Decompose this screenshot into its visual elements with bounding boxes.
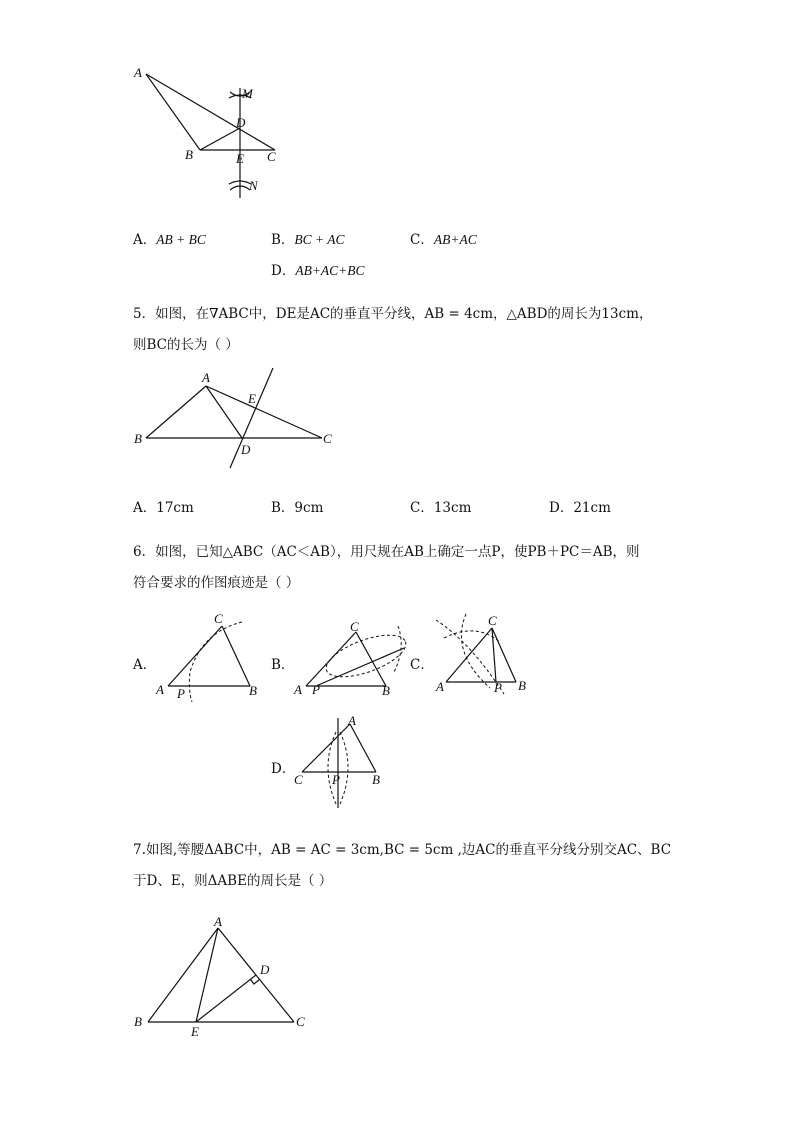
q4-option-d[interactable]	[271, 259, 365, 279]
q6a-arc	[189, 622, 242, 702]
q6b-label-p: P	[312, 682, 320, 697]
q5-option-a[interactable]	[133, 496, 194, 516]
q5-label-b: B	[134, 431, 142, 446]
q6-figure-a[interactable]	[152, 612, 262, 702]
q6b-seg-bc	[356, 632, 386, 686]
q7-label-b: B	[134, 1014, 142, 1029]
q5-option-d[interactable]	[549, 496, 611, 516]
q6-option-d-letter[interactable]: D．	[271, 761, 296, 777]
q5-seg-ab	[146, 386, 206, 438]
q5-option-b-text: 9cm	[294, 500, 324, 516]
q4-option-c-letter: C．	[410, 232, 434, 248]
q7-label-e: E	[191, 1024, 199, 1039]
q6d-seg-ab	[350, 724, 376, 772]
q6c-label-b: B	[518, 678, 526, 693]
q6a-seg-ac	[168, 626, 222, 686]
q7-label-c: C	[296, 1014, 305, 1029]
q7-right-angle-mark	[250, 979, 260, 984]
q6c-label-p: P	[494, 680, 502, 695]
q4-figure	[130, 62, 290, 202]
q6c-seg-ac	[446, 628, 492, 682]
q6d-label-p: P	[332, 772, 340, 787]
q6b-label-b: B	[382, 683, 390, 698]
q6a-label-b: B	[249, 683, 257, 698]
q4-option-b-letter: B．	[271, 232, 295, 248]
q7-stem-line1: 7.如图,等腰ΔABC中，AB = AC = 3cm,BC = 5cm ,边AC的垂直平分线分别交AC、BC	[133, 842, 672, 858]
q5-label-d: D	[241, 442, 251, 457]
q6-stem-line1: 6．如图，已知△ABC（AC＜AB），用尺规在AB上确定一点P，使PB＋PC＝AB，则	[133, 544, 640, 560]
q6-figure-c[interactable]	[430, 612, 540, 702]
q7-stem-line2: 于D、E，则ΔABE的周长是（ ）	[133, 873, 333, 889]
q5-option-b[interactable]	[271, 496, 323, 516]
q6d-label-a: A	[348, 713, 356, 728]
q5-stem-line1: 5．如图，在∇ABC中，DE是AC的垂直平分线，AB = 4cm，△ABD的周长为13cm，	[133, 306, 653, 322]
q4-label-n: N	[249, 178, 258, 193]
q5-perp-line	[230, 368, 273, 468]
q6-option-b-letter[interactable]: B．	[271, 657, 295, 673]
q5-option-c-text: 13cm	[433, 500, 472, 516]
q6b-label-a: A	[294, 682, 302, 697]
q6a-label-c: C	[214, 611, 223, 626]
q6b-arc-side	[394, 626, 401, 672]
q6d-label-b: B	[372, 772, 380, 787]
q6a-label-a: A	[156, 682, 164, 697]
q4-label-d: D	[236, 115, 246, 130]
q4-seg-bd	[200, 128, 240, 150]
q5-label-e: E	[248, 391, 256, 406]
q7-label-d: D	[260, 962, 270, 977]
q5-label-c: C	[323, 431, 332, 446]
q4-option-a-text: AB + BC	[156, 232, 206, 247]
q6b-label-c: C	[350, 619, 359, 634]
q6-option-a-letter[interactable]: A．	[133, 657, 157, 673]
q6d-arc-right	[340, 732, 348, 804]
q4-label-c: C	[267, 149, 276, 164]
q5-option-a-text: 17cm	[156, 500, 194, 516]
q6c-label-a: A	[436, 679, 444, 694]
q4-seg-ac	[146, 74, 275, 150]
q5-option-d-text: 21cm	[573, 500, 611, 516]
q6a-label-p: P	[177, 686, 185, 701]
q4-option-c-text: AB+AC	[433, 232, 477, 247]
q4-option-b-text: BC + AC	[294, 232, 345, 247]
q6b-seg-ac	[306, 632, 356, 686]
q7-figure	[130, 912, 330, 1042]
q4-option-c[interactable]	[410, 228, 477, 248]
q5-option-a-letter: A．	[133, 500, 157, 516]
q5-option-d-letter: D．	[549, 500, 574, 516]
q4-label-e: E	[236, 151, 244, 166]
q5-option-b-letter: B．	[271, 500, 295, 516]
q4-option-a[interactable]	[133, 228, 206, 248]
q4-option-d-letter: D．	[271, 263, 296, 279]
q5-option-c[interactable]	[410, 496, 471, 516]
q4-option-a-letter: A．	[133, 232, 157, 248]
q4-seg-ab	[146, 74, 200, 150]
q4-label-a: A	[134, 65, 142, 80]
q6-option-c-letter[interactable]: C．	[410, 657, 434, 673]
q6-figure-d[interactable]	[290, 712, 390, 812]
q6-stem-line2: 符合要求的作图痕迹是（ ）	[133, 575, 300, 591]
q6d-seg-ca	[302, 724, 350, 772]
q5-option-c-letter: C．	[410, 500, 434, 516]
q4-label-b: B	[185, 147, 193, 162]
q6c-label-c: C	[488, 613, 497, 628]
q6a-seg-bc	[222, 626, 250, 686]
q4-label-m: M	[242, 86, 253, 101]
q7-label-a: A	[214, 914, 222, 929]
q6c-arc-3	[444, 631, 500, 642]
q4-option-b[interactable]	[271, 228, 345, 248]
q4-option-d-text: AB+AC+BC	[295, 263, 365, 278]
q6d-label-c: C	[294, 772, 303, 787]
q6d-arc-left	[328, 732, 336, 804]
q5-label-a: A	[202, 370, 210, 385]
q6b-line-pc	[316, 648, 404, 686]
q5-stem-line2: 则BC的长为（ ）	[133, 337, 239, 353]
q6-figure-b[interactable]	[290, 612, 420, 702]
q6c-arc-2	[461, 614, 490, 688]
q5-figure	[130, 366, 350, 476]
